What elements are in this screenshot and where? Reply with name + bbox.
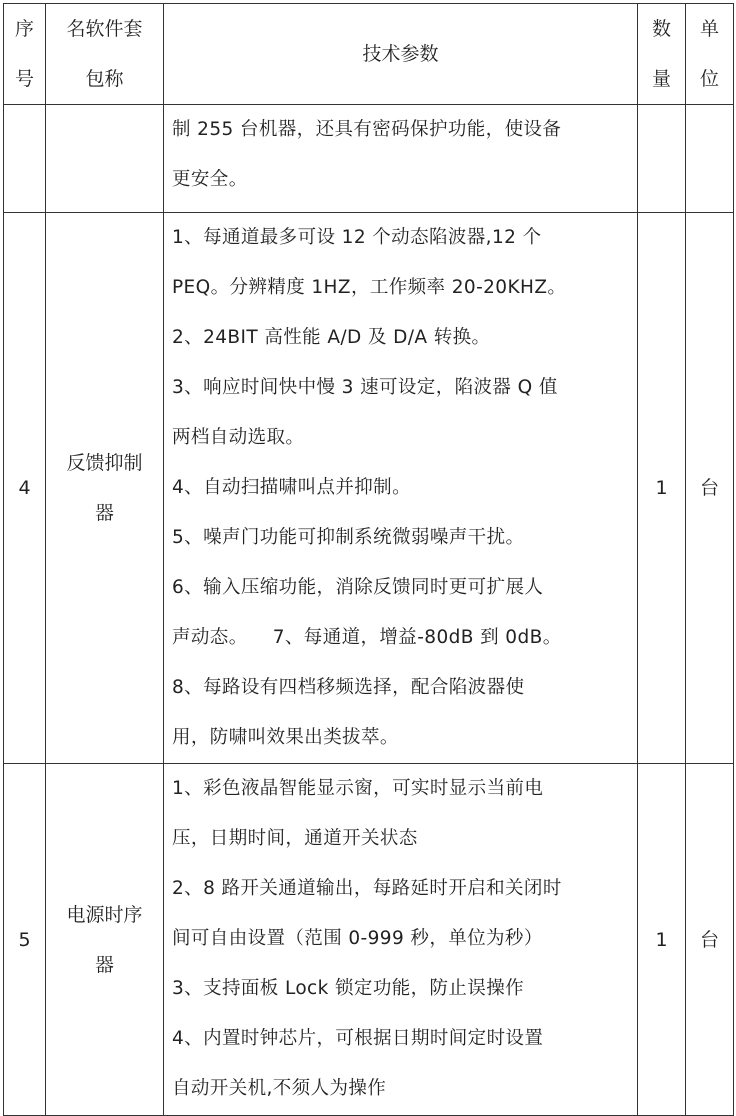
param-line: 制 255 台机器，还具有密码保护功能，使设备: [172, 119, 562, 140]
row-unit: 台: [686, 764, 734, 1116]
row-params: [164, 105, 638, 213]
param-line: 间可自由设置（范围 0-999 秒，单位为秒）: [172, 928, 543, 949]
header-package-name: [46, 4, 164, 105]
header-index: [4, 4, 46, 105]
header-row: [4, 4, 734, 105]
header-unit-line: 位: [699, 68, 719, 90]
param-line: 3、响应时间快中慢 3 速可设定，陷波器 Q 值: [172, 377, 558, 398]
row-unit: 台: [686, 213, 734, 764]
row-name-line: 反馈抑制: [66, 452, 143, 474]
param-line: 1、彩色液晶智能显示窗，可实时显示当前电: [172, 778, 544, 799]
table-row: [4, 213, 734, 764]
row-name-line: 器: [94, 953, 114, 976]
param-line: 5、噪声门功能可抑制系统微弱噪声干扰。: [172, 527, 525, 548]
param-line: 两档自动选取。: [172, 427, 305, 448]
param-line: 6、输入压缩功能，消除反馈同时更可扩展人: [172, 577, 544, 598]
row-quantity: 1: [638, 764, 686, 1116]
param-line: 2、24BIT 高性能 A/D 及 D/A 转换。: [172, 327, 491, 348]
param-line: 4、内置时钟芯片，可根据日期时间定时设置: [172, 1028, 544, 1049]
header-qty-line: 量: [651, 68, 671, 90]
param-line: 3、支持面板 Lock 锁定功能，防止误操作: [172, 978, 525, 999]
header-name-line: 名软件套: [66, 18, 143, 40]
param-line: 4、自动扫描啸叫点并抑制。: [172, 477, 411, 498]
row-index: [4, 105, 46, 213]
param-line: 1、每通道最多可设 12 个动态陷波器,12 个: [172, 227, 542, 248]
row-unit: [686, 105, 734, 213]
param-line: 8、每路设有四档移频选择，配合陷波器使: [172, 677, 525, 698]
param-line: 更安全。: [172, 169, 248, 190]
table-row: [4, 764, 734, 1116]
param-line: 压，日期时间，通道开关状态: [172, 828, 418, 849]
header-unit-line: 单: [699, 18, 719, 40]
param-line: 用，防啸叫效果出类拔萃。: [172, 727, 399, 748]
param-line: PEQ。分辨精度 1HZ，工作频率 20-20KHZ。: [172, 277, 567, 298]
header-quantity: [638, 4, 686, 105]
row-index: 5: [4, 764, 46, 1116]
row-name: [46, 764, 164, 1116]
header-technical-params: 技术参数: [164, 4, 638, 105]
header-index-line: 号: [14, 68, 34, 90]
header-name-line: 包称: [85, 68, 124, 90]
row-params: [164, 213, 638, 764]
row-name-line: 电源时序: [66, 903, 143, 926]
header-qty-line: 数: [651, 18, 671, 40]
param-line: 声动态。 7、每通道，增益-80dB 到 0dB。: [172, 627, 562, 648]
spec-table: [3, 3, 734, 1116]
row-quantity: [638, 105, 686, 213]
header-index-line: 序: [14, 18, 34, 40]
row-name: [46, 105, 164, 213]
row-params: [164, 764, 638, 1116]
row-name-line: 器: [94, 502, 114, 524]
table-row: [4, 105, 734, 213]
row-index: 4: [4, 213, 46, 764]
row-quantity: 1: [638, 213, 686, 764]
row-name: [46, 213, 164, 764]
header-unit: [686, 4, 734, 105]
param-line: 自动开关机,不须人为操作: [172, 1078, 387, 1099]
param-line: 2、8 路开关通道输出，每路延时开启和关闭时: [172, 878, 562, 899]
